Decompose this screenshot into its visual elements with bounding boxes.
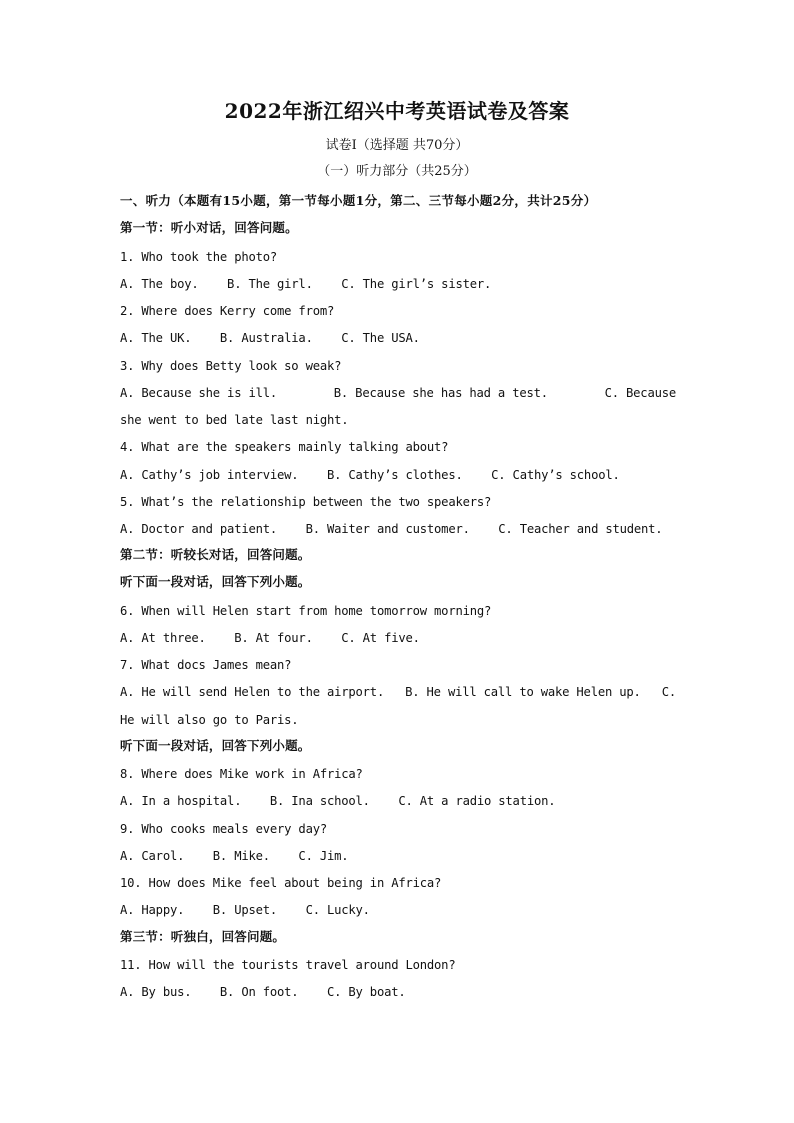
question-7-options-continued: He will also go to Paris. — [120, 713, 299, 727]
question-6: 6. When will Helen start from home tomorrow morning? — [120, 604, 492, 618]
question-2: 2. Where does Kerry come from? — [120, 304, 335, 318]
question-10-options: A. Happy. B. Upset. C. Lucky. — [120, 903, 370, 917]
dialog-2-heading: 听下面一段对话，回答下列小题。 — [120, 738, 311, 753]
section-subtitle: （一）听力部分（共25分） — [317, 164, 477, 179]
question-3-option-b: B. Because she has had a test. — [333, 386, 548, 400]
question-3: 3. Why does Betty look so weak? — [120, 359, 342, 373]
question-3-options-continued: she went to bed late last night. — [120, 413, 349, 427]
question-4-options: A. Cathy’s job interview. B. Cathy’s clothes. C. Cathy’s school. — [120, 468, 620, 482]
question-2-options: A. The UK. B. Australia. C. The USA. — [120, 331, 420, 345]
question-9-options: A. Carol. B. Mike. C. Jim. — [120, 849, 349, 863]
question-3-option-a: A. Because she is ill. — [120, 386, 278, 400]
question-3-option-c: C. Because — [604, 386, 676, 400]
question-10: 10. How does Mike feel about being in Africa? — [120, 876, 442, 890]
question-9: 9. Who cooks meals every day? — [120, 822, 327, 836]
question-7-option-a: A. He will send Helen to the airport. — [120, 685, 385, 699]
listening-section-heading: 一、听力（本题有15小题，第一节每小题1分，第二、三节每小题2分，共计25分） — [120, 193, 597, 208]
question-11-options: A. By bus. B. On foot. C. By boat. — [120, 985, 406, 999]
dialog-1-heading: 听下面一段对话，回答下列小题。 — [120, 574, 311, 589]
question-5-options: A. Doctor and patient. B. Waiter and customer. C. Teacher and student. — [120, 522, 663, 536]
question-11: 11. How will the tourists travel around London? — [120, 958, 456, 972]
question-1: 1. Who took the photo? — [120, 250, 278, 264]
part1-heading: 第一节：听小对话，回答问题。 — [120, 220, 298, 235]
part3-heading: 第三节：听独白，回答问题。 — [120, 929, 286, 944]
question-4: 4. What are the speakers mainly talking about? — [120, 440, 449, 454]
question-7: 7. What docs James mean? — [120, 658, 292, 672]
part2-heading: 第二节：听较长对话，回答问题。 — [120, 547, 311, 562]
question-8: 8. Where does Mike work in Africa? — [120, 767, 363, 781]
page-title: 2022年浙江绍兴中考英语试卷及答案 — [224, 99, 570, 123]
question-6-options: A. At three. B. At four. C. At five. — [120, 631, 420, 645]
question-1-options: A. The boy. B. The girl. C. The girl’s sister. — [120, 277, 492, 291]
question-7-options — [120, 684, 676, 700]
paper-subtitle: 试卷Ⅰ（选择题 共70分） — [325, 138, 469, 153]
question-5: 5. What’s the relationship between the two speakers? — [120, 495, 492, 509]
question-7-option-c: C. — [661, 685, 676, 699]
question-7-option-b: B. He will call to wake Helen up. — [405, 685, 641, 699]
question-3-options — [120, 385, 676, 401]
question-8-options: A. In a hospital. B. Ina school. C. At a radio station. — [120, 794, 556, 808]
